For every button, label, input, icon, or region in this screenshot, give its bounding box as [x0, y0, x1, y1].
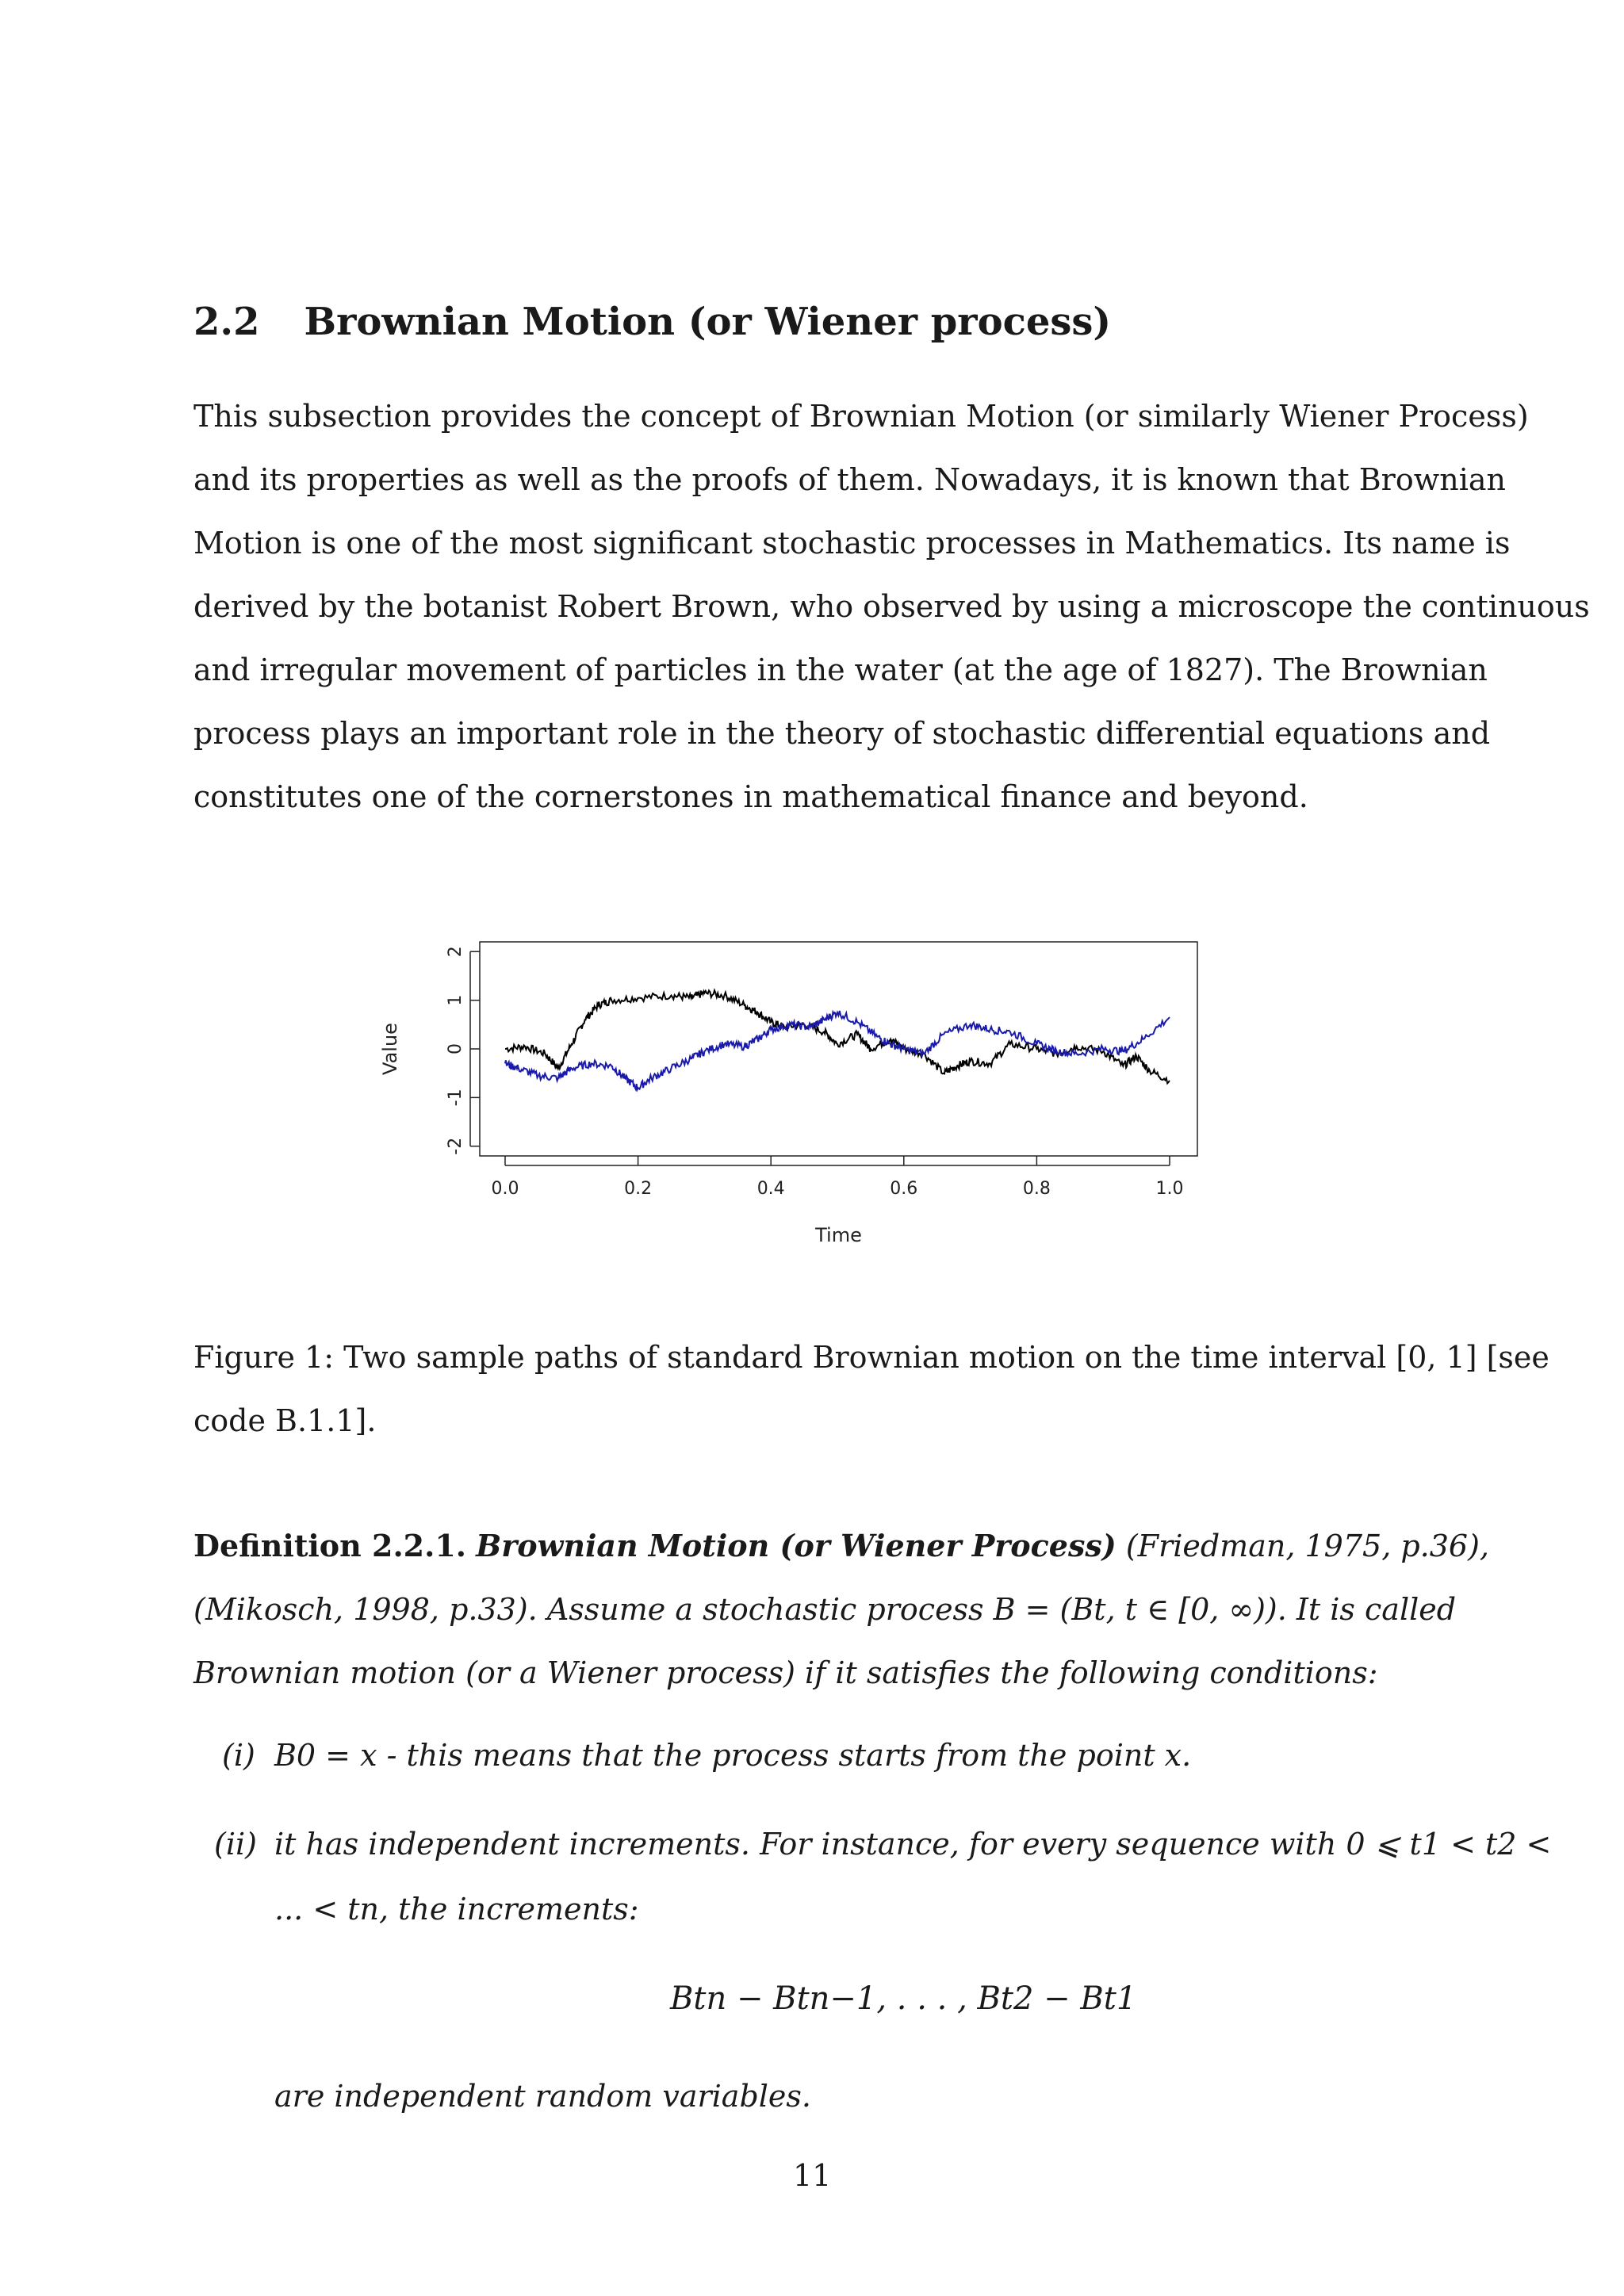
brownian-motion-chart: [357, 912, 1269, 1276]
paragraph-line: Motion is one of the most significant stochastic processes in Mathematics. Its name is: [193, 526, 1511, 561]
definition-line: [193, 1514, 1490, 1578]
y-tick-label: 2: [446, 946, 465, 958]
x-tick-label: 0.2: [624, 1179, 653, 1199]
paragraph-line: constitutes one of the cornerstones in mathematical finance and beyond.: [193, 779, 1308, 814]
increments-equation: [670, 1980, 1136, 2017]
paragraph-line: This subsection provides the concept of Brownian Motion (or similarly Wiener Process): [193, 399, 1529, 434]
paragraph-line: process plays an important role in the theory of stochastic differential equations and: [193, 716, 1491, 751]
x-tick-label: 0.0: [491, 1179, 519, 1199]
figure-caption: [193, 1326, 1549, 1452]
condition-text: B0 = x - this means that the process starts from the point x.: [274, 1738, 1192, 1773]
condition-item: [214, 1827, 257, 1862]
condition-marker: (i): [222, 1738, 255, 1773]
intro-paragraph: [193, 385, 1590, 828]
condition-continuation: ... < tn, the increments:: [274, 1892, 639, 1927]
after-equation-text: are independent random variables.: [274, 2079, 812, 2114]
x-tick-label: 0.6: [890, 1179, 918, 1199]
paragraph-line: and irregular movement of particles in the water (at the age of 1827). The Brownian: [193, 652, 1488, 687]
definition-block: [193, 1514, 1490, 1705]
equation-text: Btn − Btn−1, . . . , Bt2 − Bt1: [670, 1980, 1137, 2017]
page-number: 11: [793, 2158, 832, 2193]
definition-line: (Mikosch, 1998, p.33). Assume a stochastic process B = (Bt, t ∈ [0, ∞)). It is called: [193, 1592, 1457, 1627]
caption-line: code B.1.1].: [193, 1403, 377, 1438]
definition-label: Definition 2.2.1.: [193, 1528, 467, 1563]
x-tick-label: 0.8: [1022, 1179, 1051, 1199]
definition-reference: (Friedman, 1975, p.36),: [1125, 1529, 1490, 1563]
y-tick-label: -1: [446, 1089, 465, 1107]
x-axis-label: Time: [815, 1224, 862, 1246]
paragraph-line: derived by the botanist Robert Brown, who observed by using a microscope the continuous: [193, 589, 1590, 624]
y-tick-label: 1: [446, 994, 465, 1006]
condition-text: it has independent increments. For instance, for every sequence with 0 ⩽ t1 < t2 <: [274, 1827, 1552, 1862]
definition-name: Brownian Motion (or Wiener Process): [476, 1528, 1116, 1563]
section-number: 2.2: [193, 300, 260, 344]
definition-line: Brownian motion (or a Wiener process) if it satisfies the following conditions:: [193, 1655, 1378, 1690]
section-heading: [193, 300, 1111, 344]
x-tick-label: 1.0: [1155, 1179, 1184, 1199]
condition-item: [222, 1738, 255, 1773]
plot-frame: [480, 942, 1197, 1156]
caption-line: Figure 1: Two sample paths of standard Brownian motion on the time interval [0, 1] [see: [193, 1340, 1549, 1375]
y-tick-label: -2: [446, 1137, 465, 1155]
paragraph-line: and its properties as well as the proofs of them. Nowadays, it is known that Brownian: [193, 462, 1507, 497]
y-tick-label: 0: [446, 1043, 465, 1054]
y-axis-label: Value: [379, 1023, 401, 1075]
condition-marker: (ii): [214, 1827, 257, 1862]
section-title: Brownian Motion (or Wiener process): [304, 300, 1112, 344]
x-tick-label: 0.4: [756, 1179, 785, 1199]
